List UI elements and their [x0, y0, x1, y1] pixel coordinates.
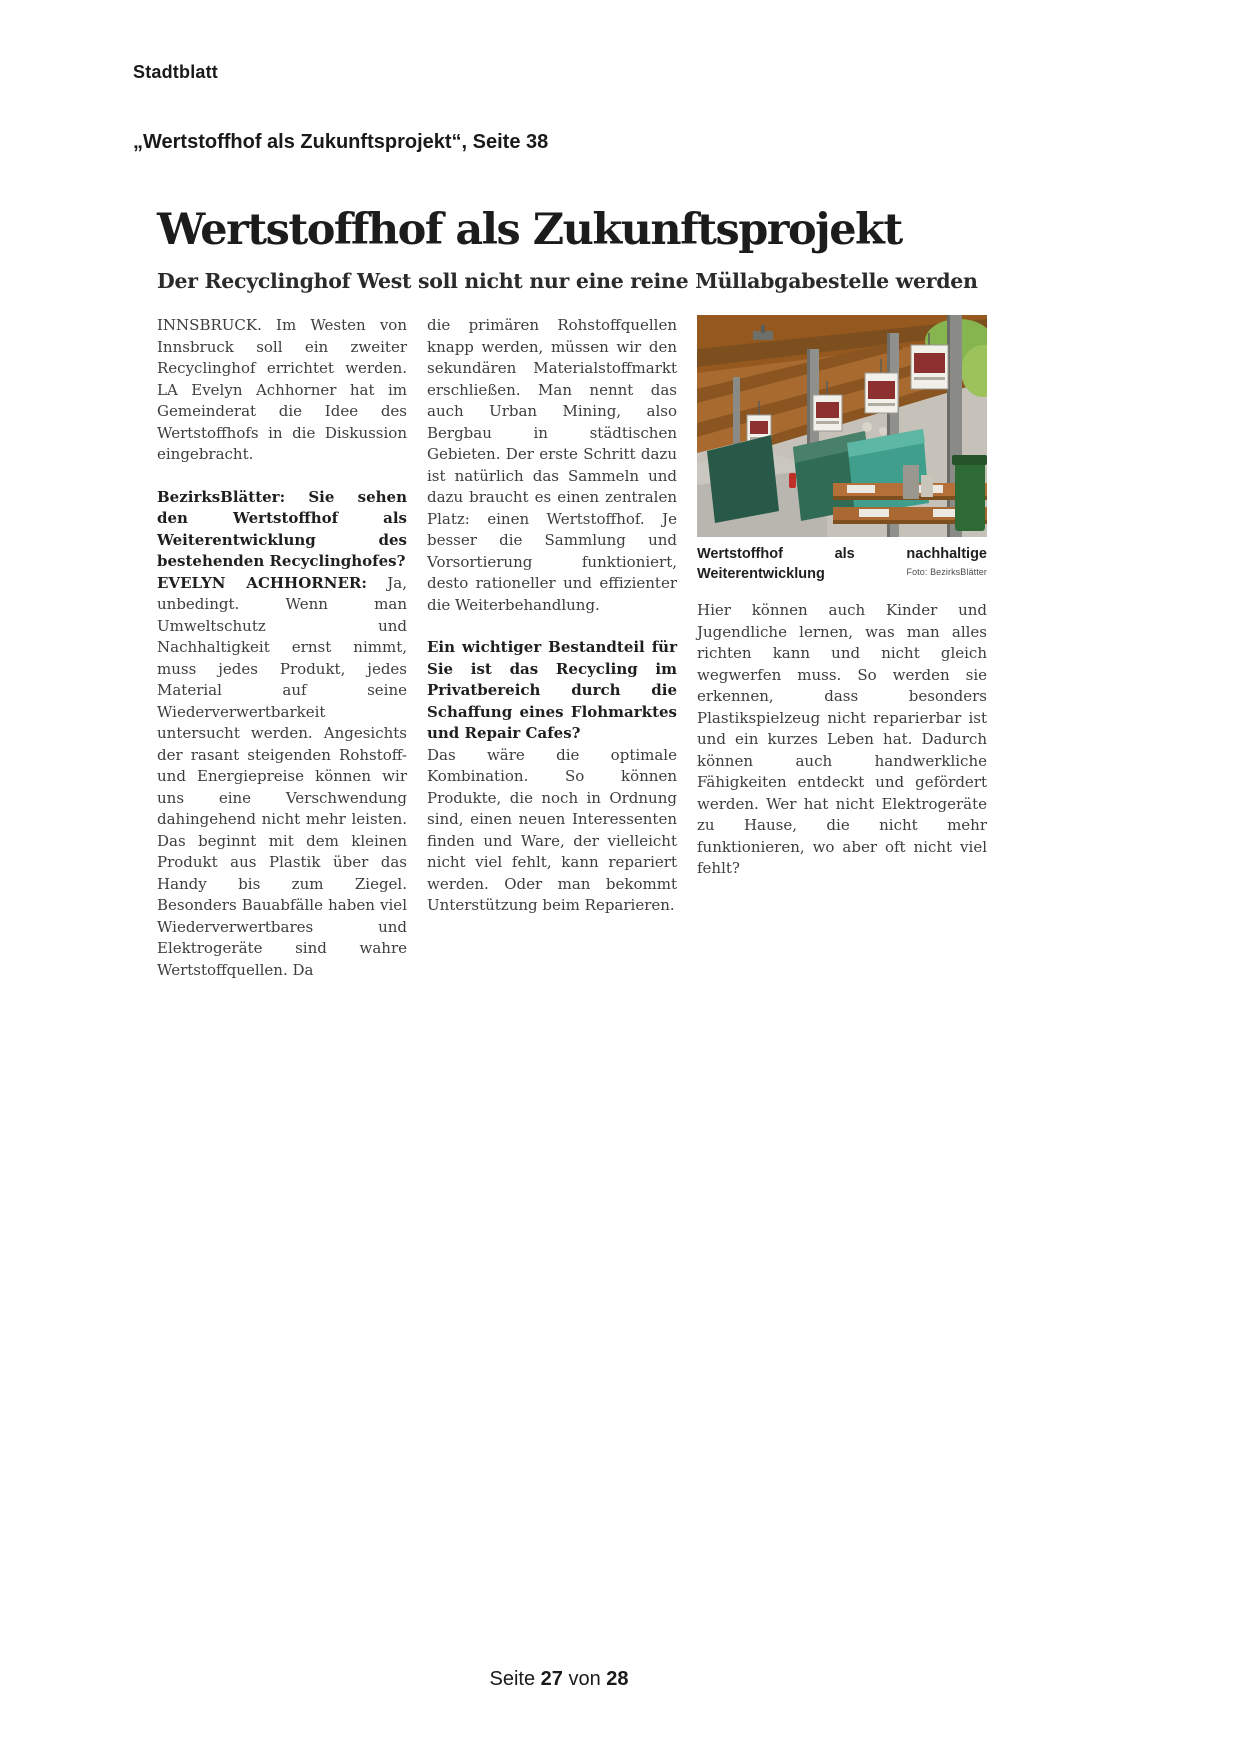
photo-caption-text: Wertstoffhof als nachhaltige Weiterentwicklung	[697, 546, 987, 582]
article-columns	[157, 315, 987, 981]
article-headline: Wertstoffhof als Zukunftsprojekt	[157, 205, 902, 255]
footer-current-page: 27	[540, 1668, 563, 1690]
lead-paragraph: INNSBRUCK. Im Westen von Innsbruck soll ein zweiter Recyclinghof errichtet werden. LA Evelyn Achhorner hat im Gemeinderat die Idee des Wertstoffhofs in die Diskussion eingebracht.	[157, 316, 407, 463]
page-number-footer	[133, 1668, 985, 1691]
footer-prefix: Seite	[489, 1668, 541, 1690]
footer-total-pages: 28	[606, 1668, 629, 1690]
answer-2-continued: Hier können auch Kinder und Jugendliche lernen, was man alles richten kann und nicht gleich wegwerfen muss. So werden sie erkennen, dass besonders Plastikspielzeug nicht reparierbar ist und ein kurzes Leben hat. Dadurch können auch handwerkliche Fähigkeiten entdeckt und gefördert werden. Wer hat nicht Elektrogeräte zu Hause, die nicht mehr funktionieren, wo aber oft nicht viel fehlt?	[697, 601, 987, 877]
newspaper-clipping	[157, 205, 987, 981]
interview-answer-1	[157, 573, 407, 982]
article-reference-line: „Wertstoffhof als Zukunftsprojekt“, Seite 38	[133, 131, 549, 153]
footer-separator: von	[562, 1668, 607, 1690]
interview-answer-2: Das wäre die optimale Kombination. So können Produkte, die noch in Ordnung sind, einen neuen Interessenten finden und Ware, der vielleicht nicht viel fehlt, kann repariert werden. Oder man bekommt Unterstützung beim Reparieren.	[427, 745, 677, 914]
answer-1-text: Ja, unbedingt. Wenn man Umweltschutz und Nachhaltigkeit ernst nimmt, muss jedes Produkt, jedes Material auf seine Wiederverwertbarkeit untersucht werden. Angesichts der rasant steigenden Rohstoff- und Energiepreise können wir uns eine Verschwendung dahingehend nicht mehr leisten. Das beginnt mit dem kleinen Produkt aus Plastik über das Handy bis zum Ziegel. Besonders Bauabfälle haben viel Wiederverwertbares und Elektrogeräte sind wahre Wertstoffquellen. Da	[157, 573, 407, 979]
interview-question-1: BezirksBlätter: Sie sehen den Wertstoffhof als Weiterentwicklung des bestehenden Recyclinghofes?	[157, 487, 407, 570]
answer-1-continued: die primären Rohstoffquellen knapp werden, müssen wir den sekundären Materialstoffmarkt erschließen. Man nennt das auch Urban Mining, also Bergbau in städtischen Gebieten. Der erste Schritt dazu ist natürlich das Sammeln und dazu braucht es einen zentralen Platz: einen Wertstoffhof. Je besser die Sammlung und Vorsortierung funktioniert, desto rationeller und effizienter die Weiterbehandlung.	[427, 316, 677, 614]
article-column-2	[427, 315, 677, 981]
interview-question-2: Ein wichtiger Bestandteil für Sie ist das Recycling im Privatbereich durch die Schaffung eines Flohmarktes und Repair Cafes?	[427, 638, 677, 742]
recycling-yard-photo	[697, 315, 987, 537]
article-subheadline: Der Recyclinghof West soll nicht nur eine reine Müllabgabestelle werden	[157, 269, 978, 293]
article-column-3	[697, 315, 987, 981]
photo-caption	[697, 544, 987, 584]
speaker-name: EVELYN ACHHORNER:	[157, 573, 367, 592]
photo-credit: Foto: BezirksBlätter	[906, 567, 987, 577]
document-title: Stadtblatt	[133, 62, 218, 82]
article-photo	[697, 315, 987, 537]
article-column-1	[157, 315, 407, 981]
